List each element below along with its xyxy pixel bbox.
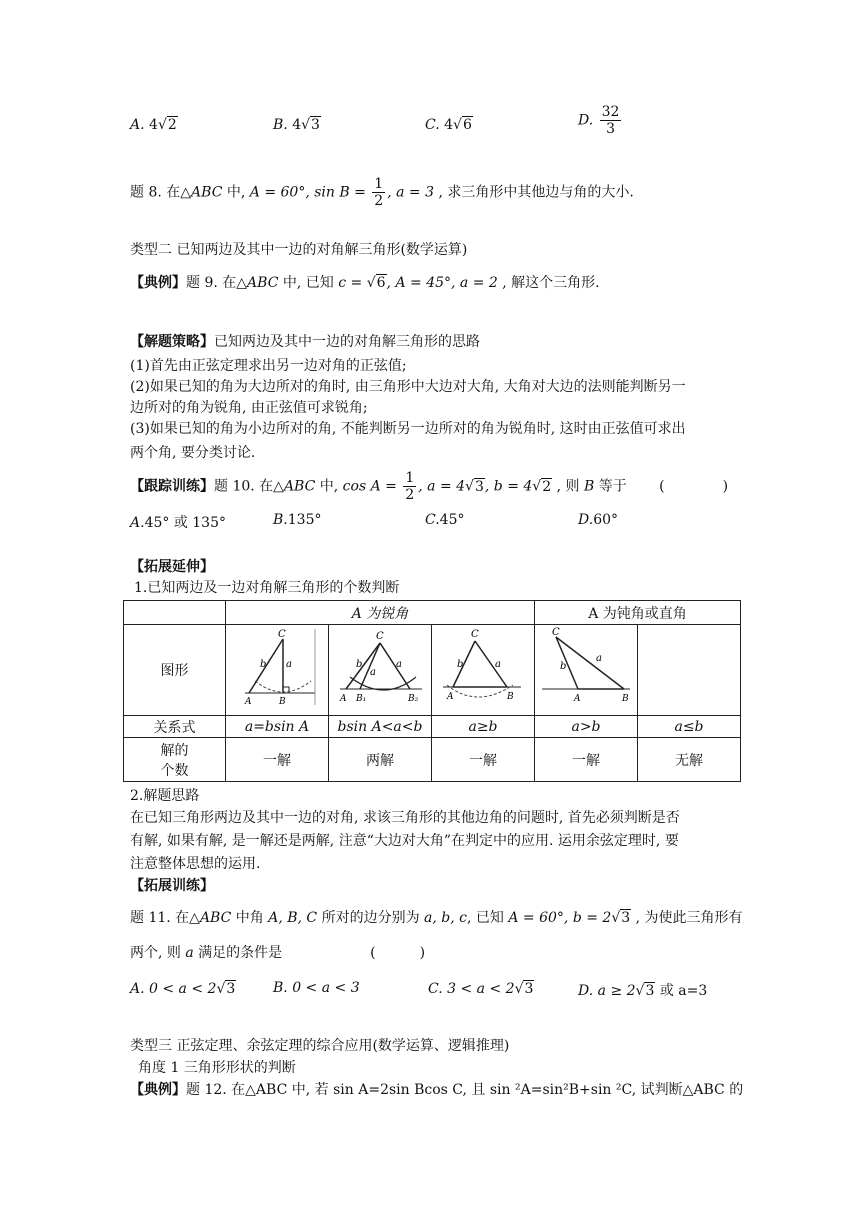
relation-4: a>b	[535, 716, 638, 738]
relation-3: a≥b	[432, 716, 535, 738]
count-1: 一解	[226, 738, 329, 782]
q11-option-a: A. 0 < a < 2√3	[130, 981, 236, 997]
type2-heading: 类型二 已知两边及其中一边的对角解三角形(数学运算)	[130, 242, 468, 258]
strategy-line-2: (2)如果已知的角为大边所对的角时, 由三角形中大边对大角, 大角对大边的法则能判断另一	[130, 379, 686, 395]
svg-text:C: C	[552, 627, 560, 638]
triangle-diagram-icon	[536, 625, 636, 711]
strategy-line-1: (1)首先由正弦定理求出另一边对角的正弦值;	[130, 358, 407, 374]
svg-text:a: a	[286, 659, 292, 670]
svg-text:B: B	[279, 697, 286, 707]
question-12: 【典例】题 12. 在△ABC 中, 若 sin A=2sin Bcos C, 且 sin ²A=sin²B+sin ²C, 试判断△ABC 的	[130, 1082, 744, 1098]
relation-1: a=bsin A	[226, 716, 329, 738]
figure-one-solution-right	[226, 625, 329, 716]
figure-two-solutions	[329, 625, 432, 716]
triangle-diagram-icon	[330, 625, 430, 711]
svg-text:A: A	[574, 694, 581, 704]
q10-option-a: A.45° 或 135°	[130, 515, 226, 531]
count-5: 无解	[638, 738, 741, 782]
training-title: 【拓展训练】	[130, 878, 214, 894]
svg-text:a: a	[495, 659, 501, 670]
svg-text:a: a	[596, 653, 602, 664]
svg-text:A: A	[245, 697, 252, 707]
svg-text:b: b	[457, 659, 464, 670]
count-3: 一解	[432, 738, 535, 782]
table-corner	[124, 601, 226, 625]
svg-text:C: C	[278, 629, 286, 640]
svg-text:B: B	[622, 694, 629, 704]
relation-5: a≤b	[638, 716, 741, 738]
figure-obtuse-one-solution	[535, 625, 638, 716]
count-2: 两解	[329, 738, 432, 782]
svg-text:a: a	[396, 659, 402, 670]
relation-2: bsin A<a<b	[329, 716, 432, 738]
figure-obtuse-no-solution	[638, 625, 741, 716]
q10-option-b: B.135°	[273, 512, 322, 528]
triangle-diagram-icon	[433, 625, 533, 711]
figure-one-solution-large	[432, 625, 535, 716]
strategy-line-4: (3)如果已知的角为小边所对的角, 不能判断另一边所对的角为锐角时, 这时由正弦值可求出	[130, 421, 686, 437]
type3-heading: 类型三 正弦定理、余弦定理的综合应用(数学运算、逻辑推理)	[130, 1038, 510, 1054]
q7-option-d: D. $\frac{32}{3}$	[578, 104, 620, 137]
strategy-line-3: 边所对的角为锐角, 由正弦值可求锐角;	[130, 400, 368, 416]
q11-option-b: B. 0 < a < 3	[273, 980, 360, 996]
q11-option-c: C. 3 < a < 2√3	[428, 981, 534, 997]
extension-para-2: 有解, 如果有解, 是一解还是两解, 注意“大边对大角”在判定中的应用. 运用余弦定理时, 要	[130, 833, 679, 849]
svg-text:B: B	[507, 692, 514, 702]
q7-option-b: B. 4√3	[273, 117, 320, 133]
angle-1-heading: 角度 1 三角形形状的判断	[138, 1060, 296, 1076]
extension-title: 【拓展延伸】	[130, 559, 214, 575]
strategy-line-5: 两个角, 要分类讨论.	[130, 445, 256, 461]
extension-sub-2: 2.解题思路	[130, 788, 200, 804]
svg-text:C: C	[471, 629, 479, 640]
question-10: 【跟踪训练】题 10. 在△ABC 中, cos A = $\frac{1}{2}$ , a = 4√3, b = 4√2 , 则 B 等于 ( )	[130, 470, 729, 503]
svg-text:B₁: B₁	[356, 694, 367, 704]
solutions-table	[123, 600, 741, 782]
svg-text:a: a	[370, 667, 376, 678]
svg-text:B₂: B₂	[408, 694, 419, 704]
header-acute: A 为锐角	[226, 601, 535, 625]
strategy-title: 【解题策略】已知两边及其中一边的对角解三角形的思路	[130, 334, 480, 350]
question-11-line-2: 两个, 则 a 满足的条件是 ( )	[130, 945, 426, 961]
triangle-diagram-icon	[227, 625, 327, 711]
extension-para-1: 在已知三角形两边及其中一边的对角, 求该三角形的其他边角的问题时, 首先必须判断是否	[130, 810, 680, 826]
question-8: 题 8. 在△ABC 中, A = 60°, sin B = $\frac{1}{2}$ , a = 3 , 求三角形中其他边与角的大小.	[130, 176, 634, 209]
header-obtuse: A 为钝角或直角	[535, 601, 741, 625]
svg-text:b: b	[560, 661, 567, 672]
count-4: 一解	[535, 738, 638, 782]
row-label-figure: 图形	[124, 625, 226, 716]
q7-option-a: A. 4√2	[130, 117, 177, 133]
row-label-count: 解的 个数	[124, 738, 226, 782]
question-9: 【典例】题 9. 在△ABC 中, 已知 c = √6, A = 45°, a = 2 , 解这个三角形.	[130, 275, 600, 291]
svg-text:b: b	[356, 659, 363, 670]
svg-text:b: b	[260, 659, 267, 670]
extension-sub-1: 1.已知两边及一边对角解三角形的个数判断	[134, 580, 400, 596]
svg-text:C: C	[376, 631, 384, 642]
extension-para-3: 注意整体思想的运用.	[130, 856, 261, 872]
q11-option-d: D. a ≥ 2√3 或 a=3	[578, 983, 708, 999]
row-label-relation: 关系式	[124, 716, 226, 738]
question-11: 题 11. 在△ABC 中角 A, B, C 所对的边分别为 a, b, c, 已知 A = 60°, b = 2√3 , 为使此三角形有	[130, 910, 743, 926]
q7-option-c: C. 4√6	[425, 117, 472, 133]
svg-text:A: A	[447, 692, 454, 702]
q10-option-c: C.45°	[425, 512, 465, 528]
q10-option-d: D.60°	[578, 512, 619, 528]
svg-text:A: A	[340, 694, 347, 704]
